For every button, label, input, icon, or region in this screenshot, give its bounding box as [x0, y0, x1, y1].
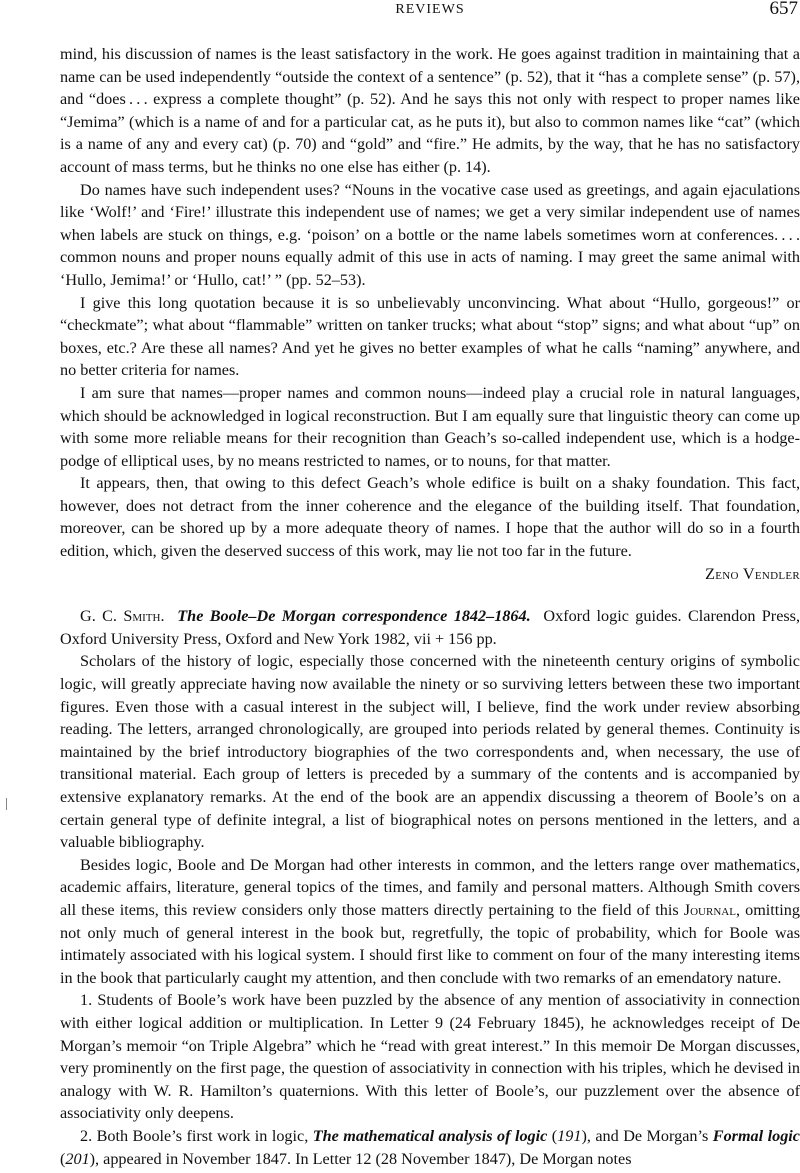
paragraph: Do names have such independent uses? “Nouns in the vocative case used as greetings, and again ejaculations like ‘Wolf!’ and ‘Fire!’ illustrate this independent use of names; we get a very similar independent use of names when labels are stuck on things, e.g. ‘poison’ on a bottle or the name labels sometimes worn at conferences. . . . common nouns and proper nouns equally admit of this use in acts of naming. I may greet the same animal with ‘Hullo, Jemima!’ or ‘Hullo, cat!’ ” (pp. 52–53).	[60, 180, 800, 289]
reference-number: 191	[557, 1126, 582, 1145]
paragraph: Scholars of the history of logic, especially those concerned with the nineteenth century origins of symbolic logic, will greatly appreciate having now available the ninety or so surviving letters between these two important figures. Even those with a casual interest in the subject will, I believe, find the work under review absorbing reading. The letters, arranged chronologically, are grouped into periods related by general themes. Continuity is maintained by the brief introductory biographies of the two correspondents and, when necessary, the use of transitional material. Each group of letters is preceded by a summary of the contents and is accompanied by extensive explanatory remarks. At the end of the book are an appendix discussing a theorem of Boole’s on a certain general type of definite integral, a list of biographical notes on persons mentioned in the letters, and a valuable bibliography.	[60, 652, 800, 852]
work-title: The mathematical analysis of logic	[312, 1126, 548, 1145]
paragraph: I am sure that names—proper names and common nouns—indeed play a crucial role in natural languages, which should be acknowledged in logical reconstruction. But I am equally sure that linguistic theory can come up with some more reliable means for their recognition than Geach’s so-called independent use, which is a hodge-podge of elliptical uses, by no means restricted to names, or to nouns, for that matter.	[60, 383, 800, 470]
margin-mark	[6, 798, 7, 810]
reference-number: 201	[65, 1149, 90, 1168]
citation-title: The Boole–De Morgan correspondence 1842–1864.	[177, 607, 531, 626]
review-smith	[60, 605, 800, 1170]
work-title: Formal logic	[712, 1126, 800, 1145]
book-citation	[60, 605, 800, 650]
paragraph-text: (	[547, 1126, 558, 1145]
paragraph-text: ), and De Morgan’s	[581, 1126, 713, 1145]
paragraph-text: , omitting not only much of general interest in the book but, regretfully, the topic of probability, which for Boole was intimately associated with his logical system. I should first like to comment on four of the many interesting items in the book that particularly caught my attention, and then conclude with two remarks of an emendatory nature.	[60, 900, 800, 987]
paragraph-text: 2. Both Boole’s first work in logic,	[80, 1126, 313, 1145]
citation-author: G. C. Smith.	[80, 607, 165, 626]
journal-name: Journal	[683, 900, 736, 919]
paragraph-text: Besides logic, Boole and De Morgan had other interests in common, and the letters range over mathematics, academic affairs, literature, general topics of the times, and family and personal matters. Although Smith covers all these items, this review considers only those matters directly pertaining to the field of this	[60, 855, 800, 919]
paragraph	[60, 1125, 800, 1170]
page-number: 657	[769, 0, 798, 19]
reviewer-signature: Zeno Vendler	[705, 564, 800, 583]
citation-publication: Oxford logic guides. Clarendon Press, Oxford University Press, Oxford and New York 1982, vii + 156 pp.	[60, 607, 800, 648]
section-gap	[60, 585, 800, 605]
paragraph-text: ), appeared in November 1847. In Letter 12 (28 November 1847), De Morgan notes	[89, 1149, 632, 1168]
article-body	[60, 43, 800, 1170]
paragraph: 1. Students of Boole’s work have been puzzled by the absence of any mention of associativity in connection with either logical addition or multiplication. In Letter 9 (24 February 1845), he acknowledges receipt of De Morgan’s memoir “on Triple Algebra” which he “read with great interest.” In this memoir De Morgan discusses, very prominently on the first page, the question of associativity in connection with his triples, which he devised in analogy with W. R. Hamilton’s quaternions. With this letter of Boole’s, our puzzlement over the absence of associativity only deepens.	[60, 991, 800, 1123]
paragraph-text: (	[60, 1149, 66, 1168]
running-title: REVIEWS	[395, 2, 465, 17]
paragraph: mind, his discussion of names is the least satisfactory in the work. He goes against tradition in maintaining that a name can be used independently “outside the context of a sentence” (p. 52), that it “has a complete sense” (p. 57), and “does . . . express a complete thought” (p. 52). And he says this not only with respect to proper names like “Jemima” (which is a name of and for a particular cat, as he puts it), but also to common names like “cat” (which is a name of any and every cat) (p. 70) and “gold” and “fire.” He admits, by the way, that he has no satisfactory account of mass terms, but he thinks no one else has either (p. 14).	[60, 45, 800, 176]
review-geach	[60, 43, 800, 585]
paragraph	[60, 854, 800, 990]
paragraph: It appears, then, that owing to this defect Geach’s whole edifice is built on a shaky foundation. This fact, however, does not detract from the inner coherence and the elegance of the building itself. That foundation, moreover, can be shored up by a more adequate theory of names. I hope that the author will do so in a fourth edition, which, given the deserved success of this work, may lie not too far in the future.	[60, 474, 800, 561]
running-head	[60, 0, 800, 24]
paragraph: I give this long quotation because it is so unbelievably unconvincing. What about “Hullo, gorgeous!” or “checkmate”; what about “flammable” written on tanker trucks; what about “stop” signs; and what about “up” on boxes, etc.? Are these all names? And yet he gives no better examples of what he calls “naming” anywhere, and no better criteria for names.	[60, 293, 800, 380]
